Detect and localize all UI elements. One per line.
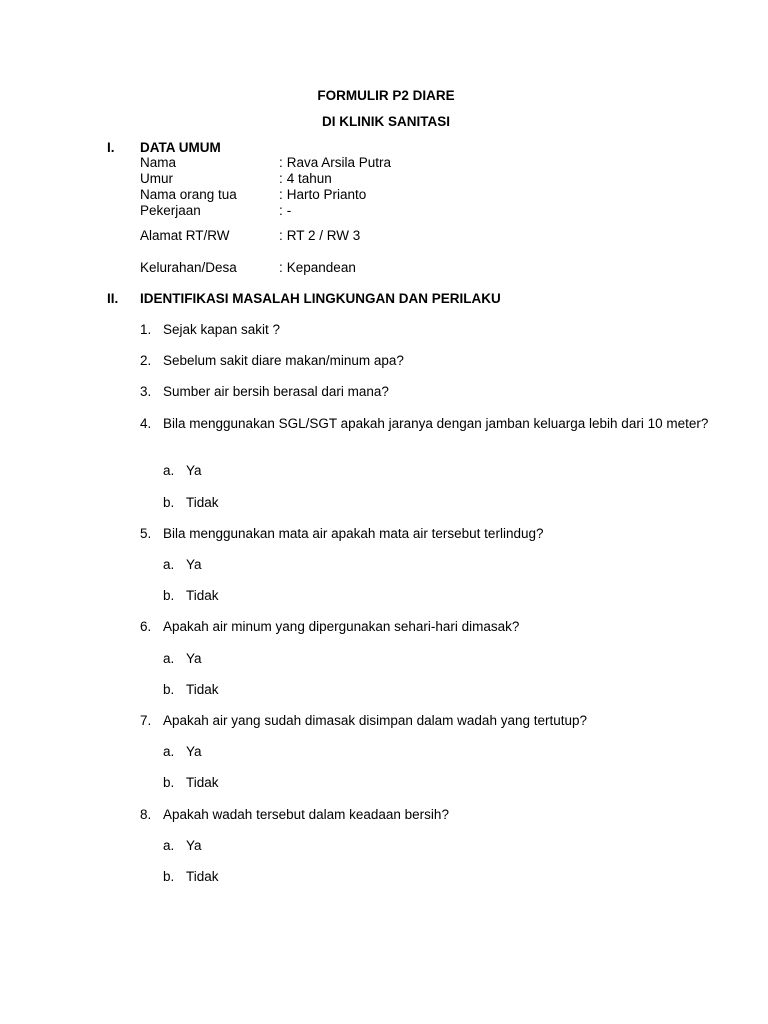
option-letter: b.: [163, 682, 175, 697]
field-label-nama-orang-tua: Nama orang tua: [140, 187, 237, 202]
option-text: Tidak: [186, 775, 219, 790]
field-value-text: Harto Prianto: [286, 187, 367, 202]
option-letter: a.: [163, 838, 175, 853]
form-title: FORMULIR P2 DIARE: [317, 88, 455, 103]
field-value-nama-orang-tua: [279, 187, 366, 203]
option-text: Tidak: [186, 682, 219, 697]
field-value-text: RT 2 / RW 3: [286, 228, 361, 243]
field-label-pekerjaan: Pekerjaan: [140, 203, 201, 218]
section-1-numeral: I.: [107, 140, 115, 155]
field-label-alamat: Alamat RT/RW: [140, 228, 230, 243]
option-text: Ya: [186, 463, 202, 478]
field-colon: :: [279, 228, 283, 243]
field-value-umur: [279, 171, 332, 187]
question-text: Sejak kapan sakit ?: [163, 322, 281, 337]
field-value-text: -: [286, 203, 292, 218]
field-label-nama: Nama: [140, 155, 177, 170]
question-number: 3.: [140, 384, 152, 399]
field-colon: :: [279, 260, 283, 275]
field-label-umur: Umur: [140, 171, 173, 186]
question-number: 5.: [140, 526, 152, 541]
option-text: Ya: [186, 651, 202, 666]
question-number: 7.: [140, 713, 152, 728]
question-text: Apakah wadah tersebut dalam keadaan bersih?: [163, 807, 449, 822]
form-subtitle: DI KLINIK SANITASI: [322, 114, 450, 129]
section-2-heading: IDENTIFIKASI MASALAH LINGKUNGAN DAN PERILAKU: [140, 291, 501, 306]
option-text: Tidak: [186, 495, 219, 510]
option-letter: b.: [163, 775, 175, 790]
field-value-text: Rava Arsila Putra: [286, 155, 392, 170]
field-label-kelurahan: Kelurahan/Desa: [140, 260, 237, 275]
option-text: Tidak: [186, 588, 219, 603]
question-text: Sumber air bersih berasal dari mana?: [163, 384, 389, 399]
option-letter: a.: [163, 651, 175, 666]
option-text: Ya: [186, 838, 202, 853]
section-1-heading: DATA UMUM: [140, 140, 221, 155]
option-letter: b.: [163, 869, 175, 884]
field-value-text: 4 tahun: [286, 171, 332, 186]
question-number: 1.: [140, 322, 152, 337]
option-letter: a.: [163, 744, 175, 759]
field-value-alamat: [279, 228, 360, 244]
field-value-kelurahan: [279, 260, 356, 276]
option-text: Tidak: [186, 869, 219, 884]
field-colon: :: [279, 171, 283, 186]
question-text: Bila menggunakan SGL/SGT apakah jaranya dengan jamban keluarga lebih dari 10 meter?: [163, 416, 709, 431]
field-colon: :: [279, 187, 283, 202]
option-text: Ya: [186, 557, 202, 572]
field-value-pekerjaan: [279, 203, 291, 219]
option-letter: b.: [163, 588, 175, 603]
field-colon: :: [279, 203, 283, 218]
field-value-nama: [279, 155, 391, 171]
question-text: Apakah air minum yang dipergunakan sehari-hari dimasak?: [163, 619, 520, 634]
question-text: Apakah air yang sudah dimasak disimpan dalam wadah yang tertutup?: [163, 713, 588, 728]
option-letter: a.: [163, 463, 175, 478]
question-number: 4.: [140, 416, 152, 431]
question-text: Sebelum sakit diare makan/minum apa?: [163, 353, 404, 368]
option-text: Ya: [186, 744, 202, 759]
section-2-numeral: II.: [107, 291, 119, 306]
option-letter: b.: [163, 495, 175, 510]
field-colon: :: [279, 155, 283, 170]
field-value-text: Kepandean: [286, 260, 356, 275]
question-text: Bila menggunakan mata air apakah mata air tersebut terlindug?: [163, 526, 544, 541]
option-letter: a.: [163, 557, 175, 572]
question-number: 8.: [140, 807, 152, 822]
question-number: 6.: [140, 619, 152, 634]
question-number: 2.: [140, 353, 152, 368]
